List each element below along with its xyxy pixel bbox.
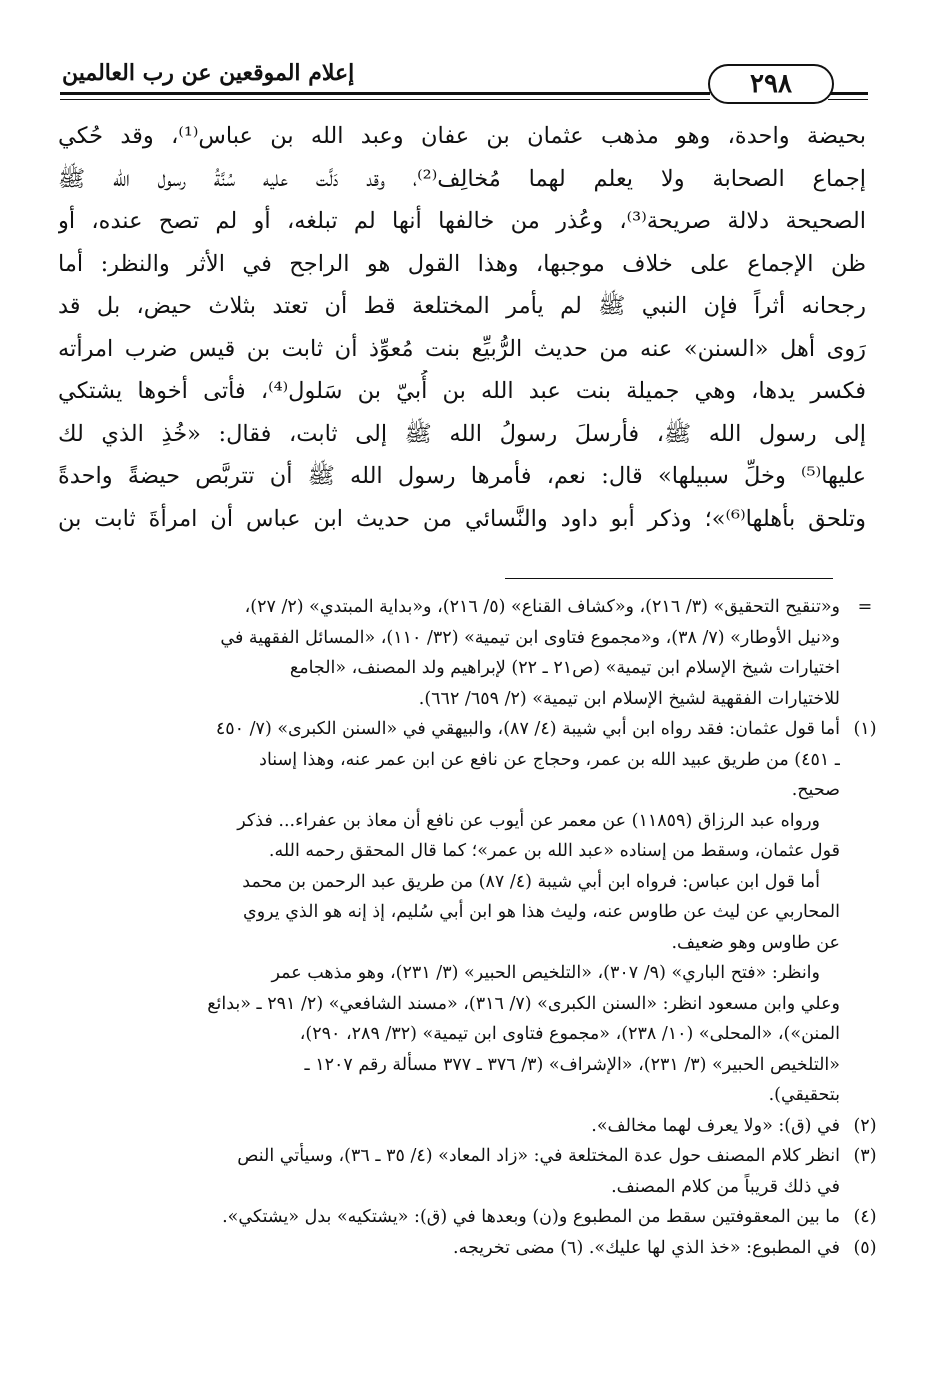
main-text xyxy=(58,115,866,540)
footnote-marker: (١) xyxy=(853,719,877,739)
footnote-line: ما بين المعقوفتين سقط من المطبوع و(ن) وبعدها في (ق): «يشتكيه» بدل «يشتكي». xyxy=(222,1207,840,1227)
footnote-3 xyxy=(60,1141,877,1202)
footnote-4 xyxy=(60,1202,877,1233)
footnote-line: و«نيل الأوطار» (٧/ ٣٨)، و«مجموع فتاوى ابن تيمية» (٣٢/ ١١٠)، «المسائل الفقهية في xyxy=(220,627,840,648)
footnote-line: في (ق): «ولا يعرف لهما مخالف». xyxy=(591,1115,840,1136)
footnote-5 xyxy=(60,1233,877,1264)
footnote-line: عن طاوس وهو ضعيف. xyxy=(671,932,840,953)
footnote-marker: (٤) xyxy=(853,1207,877,1227)
footnote-2 xyxy=(60,1111,877,1142)
footnote-line: «التلخيص الحبير» (٣/ ٢٣١)، «الإشراف» (٣/ ٣٧٦ ـ ٣٧٧ مسألة رقم ١٢٠٧ ـ xyxy=(304,1054,840,1075)
footnote-line: أما قول عثمان: فقد رواه ابن أبي شيبة (٤/ ٨٧)، والبيهقي في «السنن الكبرى» (٧/ ٤٥٠ xyxy=(215,719,840,739)
footnote-line: أما قول ابن عباس: فرواه ابن أبي شيبة (٤/ ٨٧) من طريق عبد الرحمن بن محمد xyxy=(242,871,820,892)
footnote-line: ـ ٤٥١) من طريق عبيد الله بن عمر، وحجاج عن نافع عن ابن عمر عنه، وهذا إسناد xyxy=(259,749,840,770)
header-rule-right xyxy=(828,92,868,95)
footnote-marker: (٢) xyxy=(853,1115,877,1136)
main-text-line: إجماع الصحابة ولا يعلم لهما مُخالِف⁽²⁾، وقد دَلَّت عليه سُنَّةُ رسول الله ﷺ xyxy=(58,165,866,192)
running-header-title: إعلام الموقعين عن رب العالمين xyxy=(62,60,355,86)
header-rule-right-thin xyxy=(828,99,868,100)
footnote-line: في المطبوع: «خذ الذي لها عليك». (٦) مضى تخريجه. xyxy=(453,1237,840,1258)
main-text-line: وتلحق بأهلها⁽⁶⁾»؛ وذكر أبو داود والنَّسائي من حديث ابن عباس أن امرأةَ ثابت بن xyxy=(58,505,866,532)
footnote-continued xyxy=(60,592,873,714)
main-text-line: رَوى أهل «السنن» عنه من حديث الرُّبيِّع بنت مُعوِّذ أن ثابت بن قيس ضرب امرأته xyxy=(58,335,866,362)
footnote-line: المنن»)، «المحلى» (١٠/ ٢٣٨)، «مجموع فتاوى ابن تيمية» (٣٢/ ٢٨٩، ٢٩٠)، xyxy=(299,1024,840,1044)
main-text-line: بحيضة واحدة، وهو مذهب عثمان بن عفان وعبد الله بن عباس⁽¹⁾، وقد حُكي xyxy=(58,123,866,149)
main-text-line: فكسر يدها، وهي جميلة بنت عبد الله بن أُبيّ بن سَلول⁽⁴⁾، فأتى أخوها يشتكي xyxy=(58,378,866,404)
footnote-line: صحيح. xyxy=(791,780,840,800)
footnote-line: وانظر: «فتح الباري» (٩/ ٣٠٧)، «التلخيص الحبير» (٣/ ٢٣١)، وهو مذهب عمر xyxy=(271,963,820,983)
main-text-line: عليها⁽⁵⁾ وخلِّ سبيلها» قال: نعم، فأمرها رسول الله ﷺ أن تتربَّص حيضةً واحدةً xyxy=(58,463,866,489)
footnote-marker: (٣) xyxy=(853,1146,877,1166)
footnote-marker: = xyxy=(857,597,873,617)
footnote-1 xyxy=(60,714,877,1111)
main-text-line: إلى رسول الله ﷺ، فأرسلَ رسولُ الله ﷺ إلى ثابت، فقال: «خُذِ الذي لك xyxy=(58,420,866,447)
footnote-separator xyxy=(505,578,833,579)
footnote-line: ورواه عبد الرزاق (١١٨٥٩) عن معمر عن أيوب عن نافع أن معاذ بن عفراء... فذكر xyxy=(237,810,820,831)
page-number: ٢٩٨ xyxy=(708,64,834,104)
footnote-line: في ذلك قريباً من كلام المصنف. xyxy=(611,1176,840,1197)
footnotes xyxy=(60,592,877,1263)
header-rule xyxy=(60,92,710,95)
main-text-line: ظن الإجماع على خلاف موجبها، وهذا القول هو الراجح في الأثر والنظر: أما xyxy=(58,250,866,277)
footnote-line: انظر كلام المصنف حول عدة المختلعة في: «زاد المعاد» (٤/ ٣٥ ـ ٣٦)، وسيأتي النص xyxy=(237,1146,840,1166)
footnote-line: و«تنقيح التحقيق» (٣/ ٢١٦)، و«كشاف القناع» (٥/ ٢١٦)، و«بداية المبتدي» (٢/ ٢٧)، xyxy=(244,597,840,617)
footnote-line: بتحقيقي). xyxy=(768,1085,840,1105)
footnote-line: وعلي وابن مسعود انظر: «السنن الكبرى» (٧/ ٣١٦)، «مسند الشافعي» (٢/ ٢٩١ ـ «بدائع xyxy=(207,993,840,1014)
footnote-line: للاختيارات الفقهية لشيخ الإسلام ابن تيمية» (٢/ ٦٥٩/ ٦٦٢). xyxy=(418,688,840,709)
footnote-line: اختيارات شيخ الإسلام ابن تيمية» (ص٢١ ـ ٢٢) لإبراهيم ولد المصنف، «الجامع xyxy=(289,658,840,678)
header-rule-thin xyxy=(60,99,710,100)
main-text-line: رجحانه أثراً فإن النبي ﷺ لم يأمر المختلعة قط أن تعتد بثلاث حيض، بل قد xyxy=(58,293,866,319)
footnote-marker: (٥) xyxy=(853,1237,877,1258)
footnote-line: قول عثمان، وسقط من إسناده «عبد الله بن عمر»؛ كما قال المحقق رحمه الله. xyxy=(268,841,840,861)
main-text-line: الصحيحة دلالة صريحة⁽³⁾، وعُذر من خالفها أنها لم تبلغه، أو لم تصح عنده، أو xyxy=(58,208,866,234)
footnote-line: المحاربي عن ليث عن طاوس عنه، وليث هذا هو ابن أبي سُليم، إذ إنه هو الذي يروي xyxy=(243,902,840,922)
